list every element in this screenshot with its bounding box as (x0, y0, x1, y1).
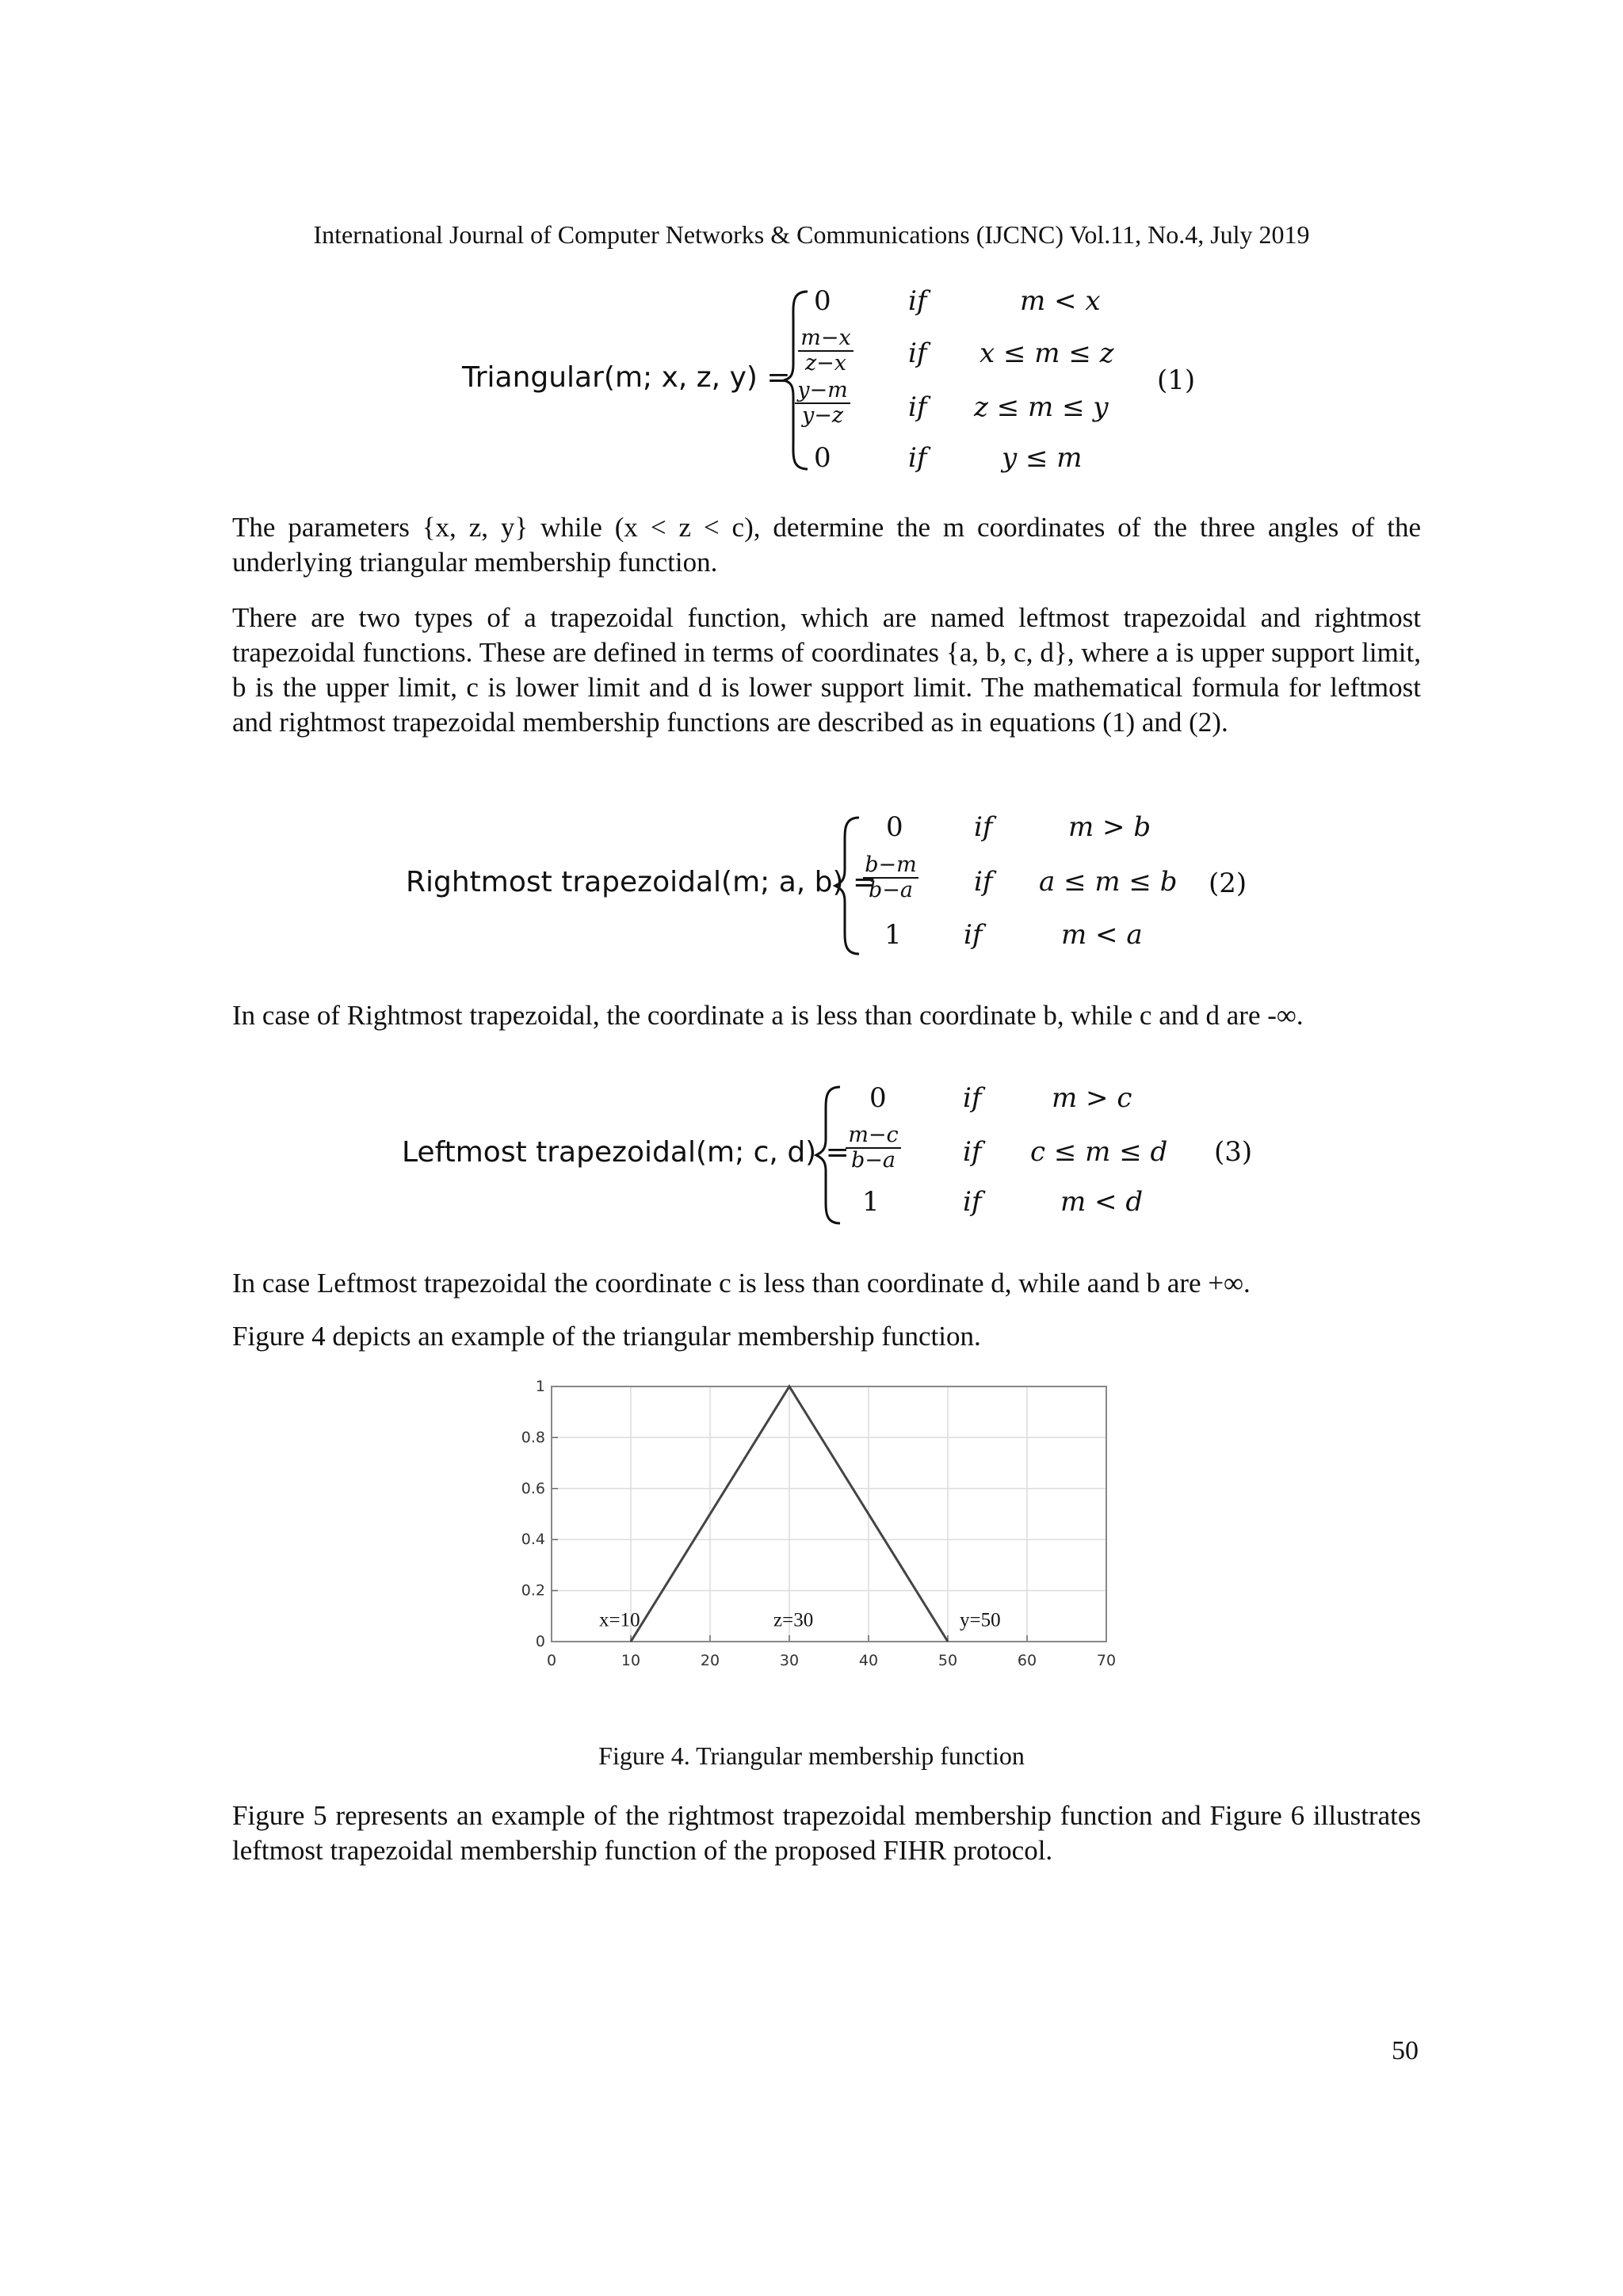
paragraph-4: In case Leftmost trapezoidal the coordinate c is less than coordinate d, while aand b are +∞. (232, 1268, 1251, 1299)
paragraph-1: The parameters {x, z, y} while (x < z < c), determine the m coordinates of the three angles of the underlying triangular membership function. (232, 512, 1421, 578)
eq2-case1-value: 0 (886, 811, 903, 843)
eq3-case2-numerator: m−c (846, 1123, 901, 1149)
y-tick-label: 0 (535, 1633, 545, 1650)
paragraph-5: Figure 4 depicts an example of the triangular membership function. (232, 1321, 981, 1352)
eq2-case2-numerator: b−m (863, 853, 918, 879)
eq2-case2-cond: a ≤ m ≤ b (1039, 866, 1178, 898)
eq1-case4-if: if (908, 442, 927, 474)
eq2-case3-value: 1 (884, 919, 902, 951)
paragraph-6: Figure 5 represents an example of the rightmost trapezoidal membership function and Figure 6 illustrates leftmost trapezoidal membership function of the proposed FIHR protocol. (232, 1800, 1421, 1866)
y-tick-label: 1 (535, 1379, 545, 1395)
eq1-case3-denominator: y−z (801, 403, 844, 428)
y-tick-label: 0.4 (521, 1531, 545, 1549)
paragraph-3: In case of Rightmost trapezoidal, the coordinate a is less than coordinate b, while c and d are -∞. (232, 1000, 1304, 1031)
x-tick-label: 40 (858, 1652, 879, 1669)
annotation-label: x=10 (599, 1609, 640, 1631)
eq3-case2-denominator: b−a (850, 1148, 896, 1173)
eq3-case1-value: 0 (869, 1082, 887, 1114)
equation-2-number: (2) (1209, 868, 1247, 899)
eq3-case2-fraction (846, 1123, 901, 1173)
left-brace-icon (832, 814, 864, 957)
x-tick-label: 10 (621, 1652, 641, 1669)
eq1-case2-if: if (908, 338, 927, 369)
eq3-case3-value: 1 (862, 1186, 880, 1218)
eq1-case4-value: 0 (814, 442, 831, 474)
x-tick-label: 50 (938, 1652, 958, 1669)
eq1-case2-numerator: m−x (798, 326, 854, 352)
eq1-case2-cond: x ≤ m ≤ z (980, 338, 1114, 369)
eq3-case1-if: if (963, 1082, 982, 1114)
y-tick-label: 0.8 (521, 1428, 545, 1447)
equation-3-number: (3) (1214, 1136, 1253, 1168)
eq3-case3-cond: m < d (1060, 1186, 1144, 1218)
equation-2-lhs: Rightmost trapezoidal(m; a, b) = (406, 866, 877, 898)
y-tick-label: 0.2 (521, 1581, 545, 1600)
eq2-case1-if: if (974, 811, 993, 843)
eq3-case1-cond: m > c (1052, 1082, 1132, 1114)
eq1-case3-cond: z ≤ m ≤ y (974, 391, 1109, 423)
x-tick-label: 30 (779, 1652, 800, 1669)
running-header: International Journal of Computer Networks & Communications (IJCNC) Vol.11, No.4, July 2019 (313, 220, 1310, 249)
equation-3-lhs: Leftmost trapezoidal(m; c, d) = (402, 1136, 850, 1169)
eq2-case2-denominator: b−a (868, 878, 913, 902)
page-number: 50 (1392, 2036, 1419, 2065)
eq2-case2-fraction (863, 853, 918, 902)
plot-frame (552, 1386, 1106, 1642)
equation-1-number: (1) (1157, 364, 1196, 396)
annotation-label: z=30 (773, 1609, 814, 1631)
eq3-case2-if: if (963, 1136, 982, 1168)
eq1-case1-if: if (908, 285, 927, 317)
eq1-case1-cond: m < x (1020, 285, 1101, 317)
eq3-case2-cond: c ≤ m ≤ d (1030, 1136, 1168, 1168)
eq1-case3-fraction (795, 379, 850, 428)
eq1-case1-value: 0 (814, 285, 831, 317)
figure-caption: Figure 4. Triangular membership function (598, 1741, 1025, 1770)
left-brace-icon (813, 1084, 845, 1226)
eq1-case4-cond: y ≤ m (1002, 442, 1083, 474)
eq2-case2-if: if (974, 866, 993, 898)
eq1-case2-denominator: z−x (804, 351, 847, 376)
eq2-case3-if: if (964, 919, 983, 951)
x-tick-label: 60 (1017, 1652, 1037, 1669)
eq2-case3-cond: m < a (1061, 919, 1143, 951)
x-tick-label: 20 (700, 1652, 720, 1669)
eq2-case1-cond: m > b (1068, 811, 1151, 843)
eq3-case3-if: if (963, 1186, 982, 1218)
equation-1-lhs: Triangular(m; x, z, y) = (462, 361, 791, 394)
eq1-case3-numerator: y−m (795, 379, 850, 404)
x-tick-label: 70 (1096, 1652, 1117, 1669)
triangular-membership-chart (507, 1379, 1125, 1680)
annotation-label: y=50 (960, 1609, 1001, 1631)
eq1-case3-if: if (908, 391, 927, 423)
y-tick-label: 0.6 (521, 1479, 545, 1497)
paragraph-2: There are two types of a trapezoidal function, which are named leftmost trapezoidal and rightmost trapezoidal functions. These are defined in terms of coordinates {a, b, c, d}, where a is upper support limit, b is the upper limit, c is lower limit and d is lower support limit. The mathematical formula for leftmost and rightmost trapezoidal membership functions are described as in equations (1) and (2). (232, 602, 1421, 738)
x-tick-label: 0 (546, 1652, 557, 1669)
eq1-case2-fraction (798, 326, 854, 376)
